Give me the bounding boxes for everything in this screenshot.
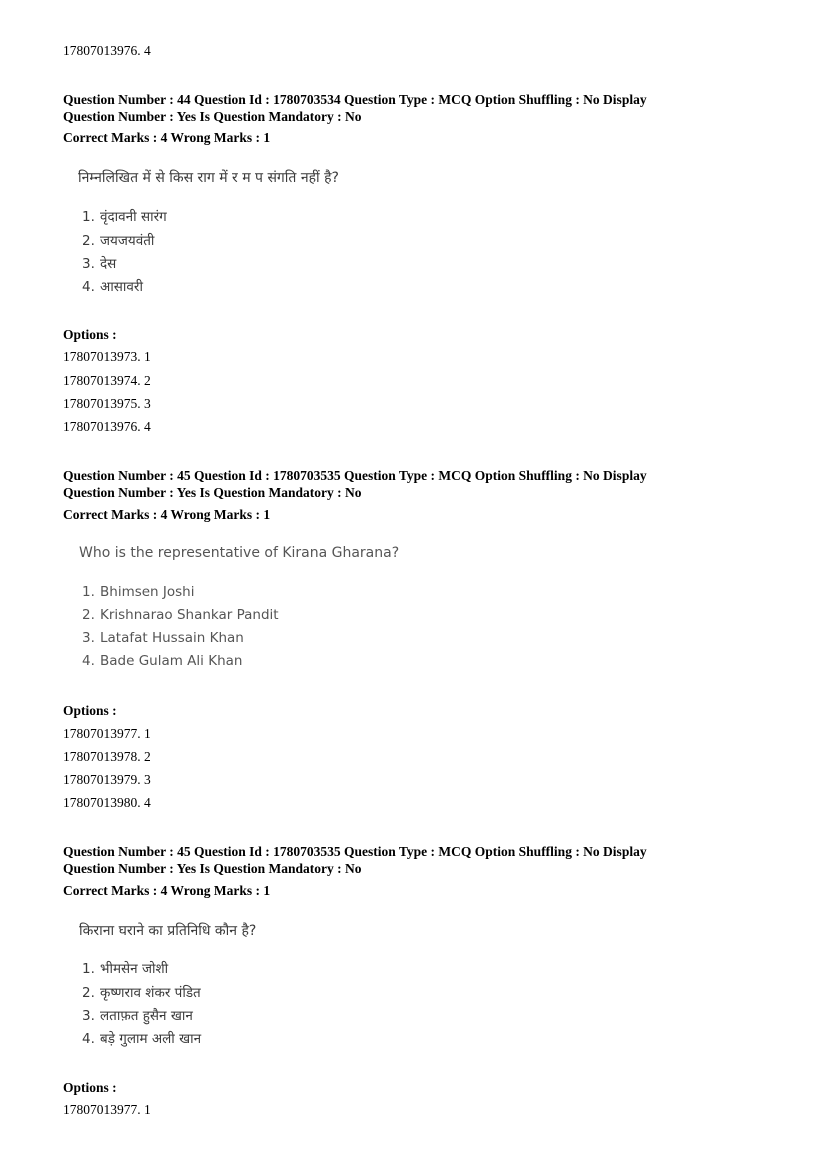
choice-number: 2. [82,607,95,623]
choice-number: 4. [82,279,95,295]
choice-label: जयजयवंती [100,233,155,249]
choice-label: भीमसेन जोशी [100,961,169,977]
options-heading: Options : [63,1080,117,1095]
question-meta-line-1: Question Number : 44 Question Id : 1780703534 Question Type : MCQ Option Shuffling : No Display [63,92,647,107]
choice-label: Bhimsen Joshi [100,584,195,600]
choice-3 [82,1006,193,1024]
question-text: निम्नलिखित में से किस राग में र म प संगति नहीं है? [78,170,339,186]
choice-label: देस [100,256,117,272]
question-marks: Correct Marks : 4 Wrong Marks : 1 [63,130,271,145]
question-marks: Correct Marks : 4 Wrong Marks : 1 [63,507,271,522]
choice-number: 1. [82,584,95,600]
choice-label: लताफ़त हुसैन खान [100,1008,193,1024]
choice-number: 4. [82,1031,95,1047]
choice-1 [82,959,168,977]
choice-label: कृष्णराव शंकर पंडित [100,985,201,1001]
question-meta-line-2: Question Number : Yes Is Question Mandatory : No [63,861,362,876]
choice-1 [82,207,167,225]
option-id: 17807013973. 1 [63,349,151,364]
option-id: 17807013975. 3 [63,396,151,411]
question-meta-line-1: Question Number : 45 Question Id : 1780703535 Question Type : MCQ Option Shuffling : No Display [63,468,647,483]
choice-3 [82,630,244,646]
choice-number: 1. [82,209,95,225]
choice-2 [82,607,279,623]
question-meta-line-1: Question Number : 45 Question Id : 1780703535 Question Type : MCQ Option Shuffling : No Display [63,844,647,859]
option-id: 17807013978. 2 [63,749,151,764]
choice-label: Krishnarao Shankar Pandit [100,607,279,623]
choice-number: 3. [82,256,95,272]
choice-number: 3. [82,630,95,646]
choice-4 [82,1029,201,1047]
option-id: 17807013980. 4 [63,795,151,810]
carryover-option-id: 17807013976. 4 [63,43,151,58]
choice-1 [82,584,195,600]
choice-number: 1. [82,961,95,977]
option-id: 17807013979. 3 [63,772,151,787]
question-marks: Correct Marks : 4 Wrong Marks : 1 [63,883,271,898]
option-id: 17807013976. 4 [63,419,151,434]
choice-label: Bade Gulam Ali Khan [100,653,243,669]
choice-label: आसावरी [100,279,143,295]
option-id: 17807013977. 1 [63,1102,151,1117]
choice-number: 3. [82,1008,95,1024]
option-id: 17807013974. 2 [63,373,151,388]
choice-number: 2. [82,985,95,1001]
options-heading: Options : [63,703,117,718]
question-meta-line-2: Question Number : Yes Is Question Mandatory : No [63,109,362,124]
option-id: 17807013977. 1 [63,726,151,741]
options-heading: Options : [63,327,117,342]
question-meta-line-2: Question Number : Yes Is Question Mandatory : No [63,485,362,500]
choice-2 [82,231,154,249]
choice-4 [82,277,143,295]
choice-number: 4. [82,653,95,669]
choice-2 [82,983,201,1001]
choice-label: वृंदावनी सारंग [100,209,167,225]
choice-3 [82,254,116,272]
choice-4 [82,653,242,669]
question-text: Who is the representative of Kirana Gharana? [79,545,400,561]
question-text: किराना घराने का प्रतिनिधि कौन है? [79,923,257,939]
choice-label: Latafat Hussain Khan [100,630,244,646]
choice-number: 2. [82,233,95,249]
choice-label: बड़े गुलाम अली खान [100,1031,202,1047]
